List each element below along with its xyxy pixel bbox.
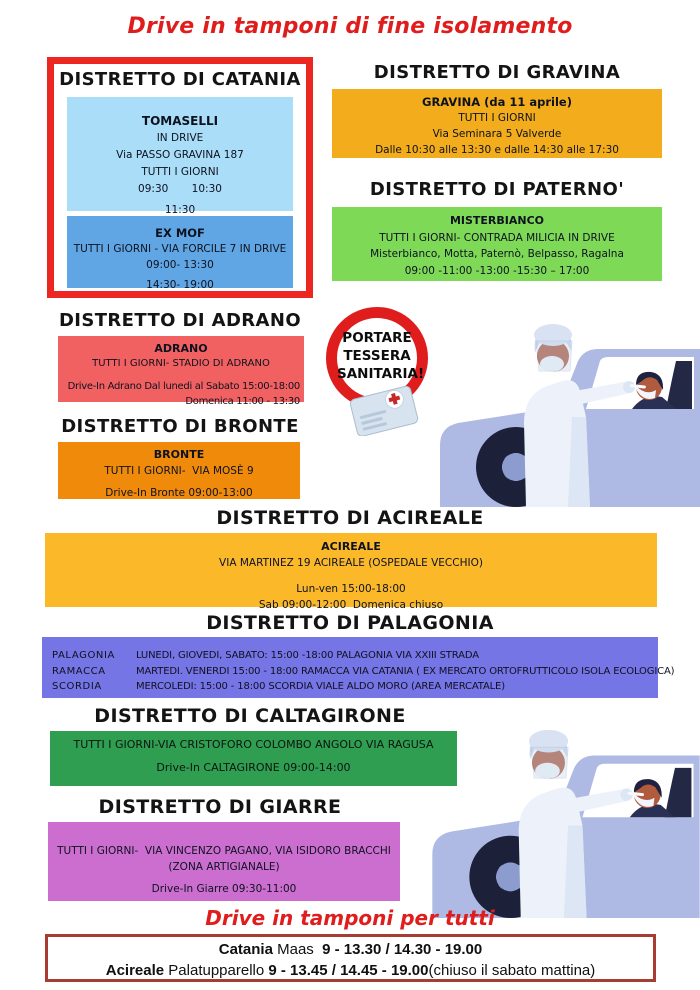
badge-line: PORTARE bbox=[342, 330, 412, 346]
venue-name: Maas bbox=[272, 941, 323, 958]
city-name: Acireale bbox=[105, 962, 165, 979]
schedule-line: Drive-In Bronte 09:00-13:00 bbox=[105, 487, 253, 499]
schedule-line: LUNEDI, GIOVEDI, SABATO: 15:00 -18:00 PALAGONIA VIA XXIII STRADA bbox=[136, 650, 479, 661]
district-bronte-header: DISTRETTO DI BRONTE bbox=[61, 416, 299, 437]
hours: 9 - 13.45 / 14.45 - 19.00 bbox=[268, 962, 429, 979]
acireale-box bbox=[45, 533, 657, 611]
schedule-line: TUTTI I GIORNI- STADIO DI ADRANO bbox=[92, 358, 270, 369]
site-name: BRONTE bbox=[153, 448, 205, 461]
venue-name: Palatupparello bbox=[164, 962, 269, 979]
schedule-line: IN DRIVE bbox=[156, 132, 204, 144]
schedule-line: 09:30 10:30 bbox=[138, 183, 222, 195]
footer-hours-box bbox=[45, 934, 656, 982]
schedule-line: VIA MARTINEZ 19 ACIREALE (OSPEDALE VECCHIO) bbox=[219, 557, 483, 569]
paterno-box bbox=[332, 207, 662, 281]
schedule-line: TUTTI I GIORNI - VIA FORCILE 7 IN DRIVE bbox=[73, 243, 287, 255]
health-card-icon bbox=[350, 386, 420, 436]
schedule-line: Sab 09:00-12:00 Domenica chiuso bbox=[258, 599, 444, 611]
palagonia-row bbox=[52, 679, 654, 695]
site-name: ADRANO bbox=[154, 342, 208, 355]
tomaselli-box bbox=[67, 97, 293, 216]
schedule-line: 09:00- 13:30 bbox=[146, 259, 214, 271]
district-palagonia-header: DISTRETTO DI PALAGONIA bbox=[206, 612, 494, 634]
district-catania-header: DISTRETTO DI CATANIA bbox=[59, 69, 301, 90]
schedule-line: TUTTI I GIORNI bbox=[458, 112, 536, 124]
schedule-line: Drive-In Adrano Dal lunedi al Sabato 15:00-18:00 bbox=[67, 381, 300, 392]
schedule-line: Via Seminara 5 Valverde bbox=[432, 128, 562, 140]
district-caltagirone-header: DISTRETTO DI CALTAGIRONE bbox=[94, 705, 406, 727]
giarre-box bbox=[48, 822, 400, 901]
schedule-line: Via PASSO GRAVINA 187 bbox=[116, 149, 244, 161]
footer-row bbox=[48, 939, 653, 960]
schedule-line: MARTEDI. VENERDI 15:00 - 18:00 RAMACCA VIA CATANIA ( EX MERCATO ORTOFRUTTICOLO ISOLA ECOLOGICA) bbox=[136, 665, 675, 677]
schedule-line: Domenica 11:00 - 13:30 bbox=[185, 396, 300, 407]
schedule-line: TUTTI I GIORNI bbox=[141, 166, 219, 178]
district-catania-frame bbox=[47, 57, 313, 298]
schedule-line: MERCOLEDI: 15:00 - 18:00 SCORDIA VIALE ALDO MORO (AREA MERCATALE) bbox=[136, 681, 505, 692]
bronte-box bbox=[58, 442, 300, 499]
palagonia-box bbox=[42, 637, 675, 698]
city-name: Catania bbox=[218, 941, 273, 958]
badge-line: SANITARIA! bbox=[337, 366, 425, 382]
schedule-line: Drive-In Giarre 09:30-11:00 bbox=[151, 883, 297, 895]
schedule-line: TUTTI I GIORNI- VIA MOSÈ 9 bbox=[104, 465, 254, 477]
schedule-line: Drive-In CALTAGIRONE 09:00-14:00 bbox=[156, 761, 351, 774]
palagonia-row bbox=[52, 648, 654, 664]
footer-title: Drive in tamponi per tutti bbox=[205, 906, 495, 930]
site-name: MISTERBIANCO bbox=[449, 214, 545, 227]
schedule-line: TUTTI I GIORNI-VIA CRISTOFORO COLOMBO ANGOLO VIA RAGUSA bbox=[73, 738, 434, 751]
badge-line: TESSERA bbox=[343, 348, 411, 364]
footer-row bbox=[48, 960, 653, 981]
district-giarre-header: DISTRETTO DI GIARRE bbox=[98, 796, 342, 818]
drive-in-swab-illustration bbox=[440, 295, 700, 507]
schedule-line: TUTTI I GIORNI- CONTRADA MILICIA IN DRIVE bbox=[379, 231, 615, 244]
caltagirone-box bbox=[50, 731, 457, 786]
district-adrano-header: DISTRETTO DI ADRANO bbox=[58, 310, 302, 331]
site-name: TOMASELLI bbox=[141, 114, 219, 128]
schedule-line: TUTTI I GIORNI- VIA VINCENZO PAGANO, VIA ISIDORO BRACCHI bbox=[57, 845, 391, 857]
schedule-line: 09:00 -11:00 -13:00 -15:30 – 17:00 bbox=[404, 264, 590, 277]
district-paterno-header: DISTRETTO DI PATERNO' bbox=[369, 179, 625, 200]
schedule-line: Lun-ven 15:00-18:00 bbox=[296, 583, 406, 595]
schedule-line: Dalle 10:30 alle 13:30 e dalle 14:30 alle 17:30 bbox=[375, 144, 619, 156]
drive-in-swab-illustration bbox=[432, 700, 700, 918]
site-name: GRAVINA (da 11 aprile) bbox=[422, 95, 572, 109]
gravina-box bbox=[332, 89, 662, 158]
town-label: PALAGONIA bbox=[52, 650, 115, 661]
exmof-box bbox=[67, 216, 293, 291]
page-title: Drive in tamponi di fine isolamento bbox=[127, 14, 573, 39]
town-label: RAMACCA bbox=[52, 665, 106, 677]
adrano-box bbox=[58, 336, 304, 407]
schedule-line: 11:30 bbox=[164, 204, 196, 216]
schedule-line: (ZONA ARTIGIANALE) bbox=[168, 861, 280, 873]
town-label: SCORDIA bbox=[52, 681, 102, 692]
schedule-line: 14:30- 19:00 bbox=[146, 279, 214, 291]
site-name: EX MOF bbox=[155, 226, 205, 240]
closure-note: (chiuso il sabato mattina) bbox=[428, 962, 596, 979]
hours: 9 - 13.30 / 14.30 - 19.00 bbox=[322, 941, 483, 958]
site-name: ACIREALE bbox=[321, 540, 381, 553]
district-acireale-header: DISTRETTO DI ACIREALE bbox=[216, 507, 484, 529]
schedule-line: Misterbianco, Motta, Paternò, Belpasso, Ragalna bbox=[370, 248, 624, 260]
district-gravina-header: DISTRETTO DI GRAVINA bbox=[373, 62, 621, 83]
palagonia-row bbox=[52, 664, 675, 680]
